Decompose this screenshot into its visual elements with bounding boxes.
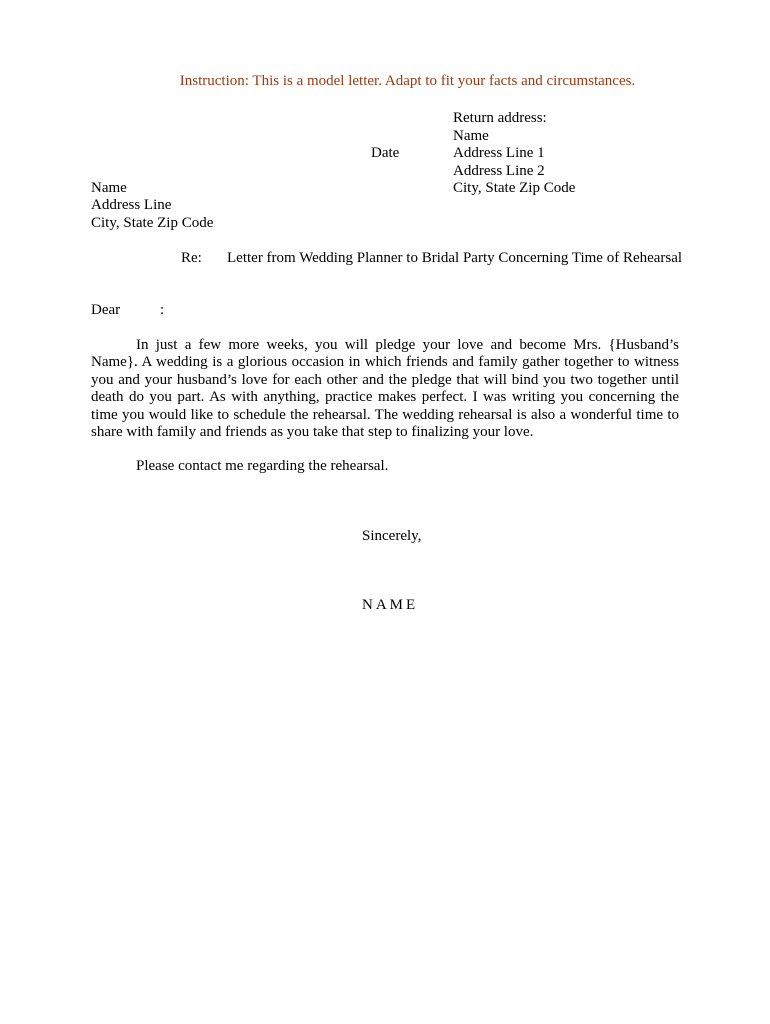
closing: Sincerely, <box>362 528 422 544</box>
body-paragraph-2: Please contact me regarding the rehearsal. <box>136 458 389 474</box>
return-address-heading: Return address: <box>453 110 547 126</box>
return-address-name: Name <box>453 128 489 144</box>
return-address-city-state-zip: City, State Zip Code <box>453 180 576 196</box>
recipient-city-state-zip: City, State Zip Code <box>91 215 214 231</box>
subject-label: Re: <box>181 250 202 266</box>
recipient-address-line: Address Line <box>91 197 172 213</box>
salutation: Dear <box>91 302 121 318</box>
salutation-colon: : <box>160 302 165 318</box>
subject-text: Letter from Wedding Planner to Bridal Party Concerning Time of Rehearsal <box>227 250 683 266</box>
return-address-line1: Address Line 1 <box>453 145 545 161</box>
date-field: Date <box>371 145 400 161</box>
body-paragraph-1: In just a few more weeks, you will pledge your love and become Mrs. {Husband’s Name}. A wedding is a glorious occasion in which friends and family gather together to witness you and your husband’s love for each other and the pledge that will bind you two together until death do you part. As with anything, practice makes perfect. I was writing you concerning the time you would like to schedule the rehearsal. The wedding rehearsal is also a wonderful time to share with family and friends as you take that step to finalizing your love. <box>91 337 679 441</box>
instruction-note: Instruction: This is a model letter. Adapt to fit your facts and circumstances. <box>179 73 636 89</box>
return-address-line2: Address Line 2 <box>453 163 545 179</box>
signature-name: NAME <box>362 597 419 613</box>
recipient-name: Name <box>91 180 127 196</box>
